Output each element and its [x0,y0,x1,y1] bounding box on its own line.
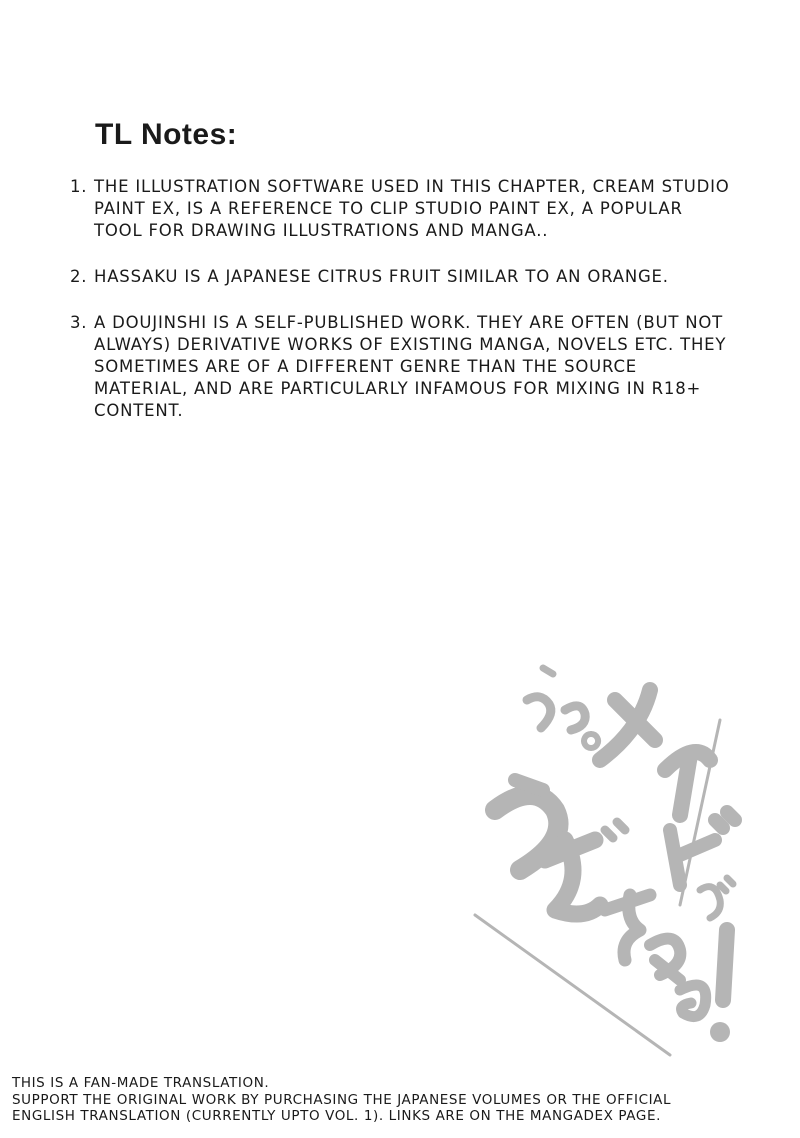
logo-glyph [515,780,543,790]
logo-glyph [545,840,600,914]
footer-disclaimer [12,1075,792,1125]
note-text: A DOUJINSHI IS A SELF-PUBLISHED WORK. THEY ARE OFTEN (BUT NOT ALWAYS) DERIVATIVE WORKS OF EXISTING MANGA, NOVELS ETC. THEY SOMETIMES ARE OF A DIFFERENT GENRE THAN THE SOURCE MATERIAL, AND ARE PARTICULARLY INFAMOUS FOR MIXING IN R18+ CONTENT. [94,313,727,420]
logo-glyph [565,706,585,730]
logo-glyph [665,752,710,815]
logo-glyph [600,690,655,760]
notes-title: TL Notes: [95,118,238,151]
logo-glyph [723,930,727,1000]
note-item [70,266,730,288]
footer-line: SUPPORT THE ORIGINAL WORK BY PURCHASING THE JAPANESE VOLUMES OR THE OFFICIAL [12,1091,672,1108]
logo-glyph [650,939,680,980]
logo-glyph [605,822,625,838]
note-number: 2. [70,267,88,286]
logo-glyph [584,734,598,748]
note-text: THE ILLUSTRATION SOFTWARE USED IN THIS CHAPTER, CREAM STUDIO PAINT EX, IS A REFERENCE TO CLIP STUDIO PAINT EX, A POPULAR TOOL FOR DRAWING ILLUSTRATIONS AND MANGA.. [94,177,730,240]
logo-graphic [475,668,735,1055]
notes-list [70,176,730,446]
logo-glyph [680,985,706,1017]
note-number: 1. [70,177,88,196]
logo-glyph [710,1022,730,1042]
series-logo-watermark [465,660,755,1060]
footer-line: ENGLISH TRANSLATION (CURRENTLY UPTO VOL. 1). LINKS ARE ON THE MANGADEX PAGE. [12,1108,661,1124]
logo-glyph [543,668,553,674]
logo-glyph [700,878,733,918]
note-item [70,176,730,242]
note-number: 3. [70,313,88,332]
footer-line: THIS IS A FAN-MADE TRANSLATION. [12,1075,270,1091]
logo-glyph [605,895,650,960]
logo-glyph [527,697,551,728]
note-text: HASSAKU IS A JAPANESE CITRUS FRUIT SIMILAR TO AN ORANGE. [94,267,669,286]
note-item [70,312,730,422]
